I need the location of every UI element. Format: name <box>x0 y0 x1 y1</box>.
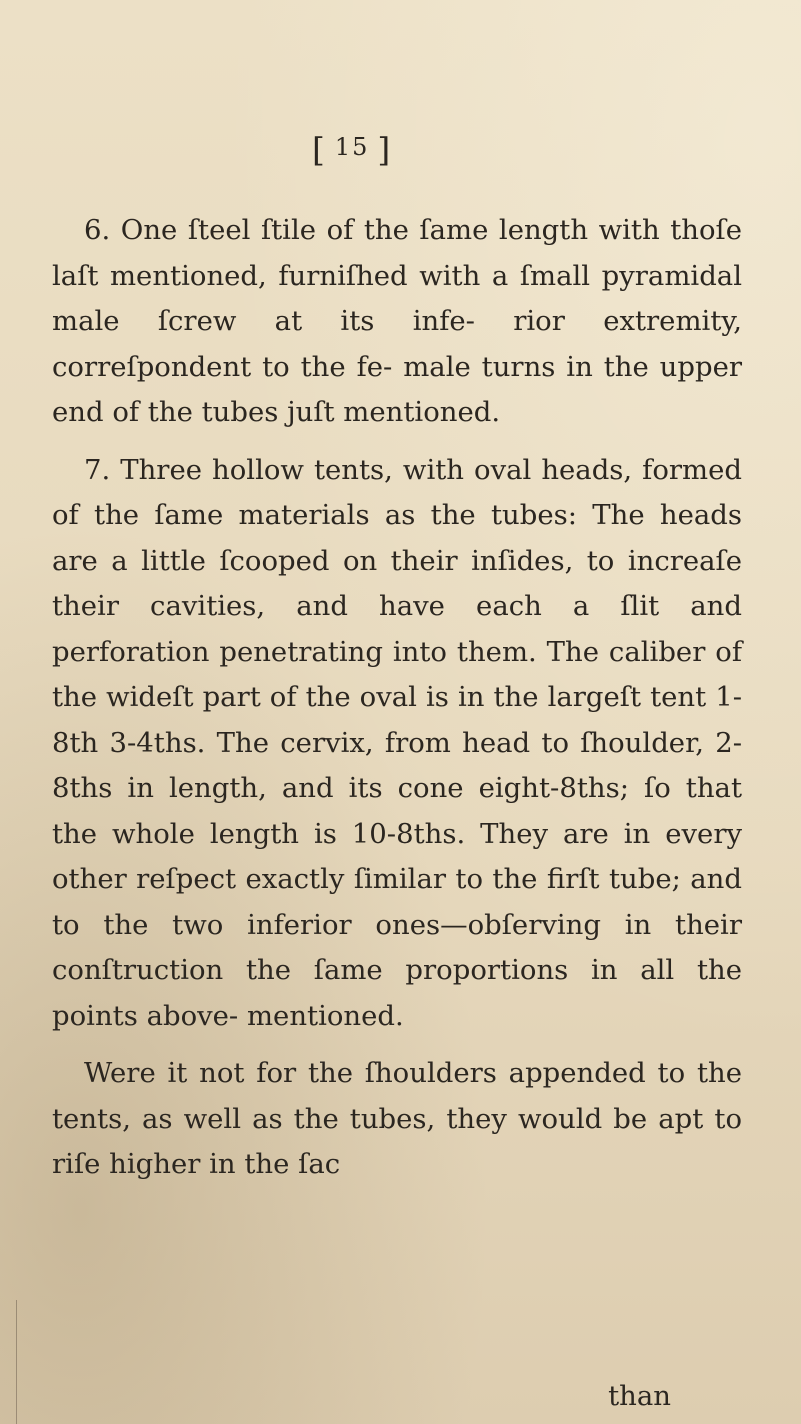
body-text <box>52 208 742 1200</box>
paragraph-6: 6. One ſteel ſtile of the ſame length with thoſe laſt mentioned, furniſhed with a ſmall pyramidal male ſcrew at its infe- rior extremity, correſpondent to the fe- male turns in the upper end of the tubes juſt mentioned. <box>52 214 742 428</box>
paragraph-shoulders: Were it not for the ſhoulders appended to the tents, as well as the tubes, they would be apt to riſe higher in the ſac <box>52 1057 742 1180</box>
margin-line <box>16 1300 17 1424</box>
page-number: [ 15 ] <box>312 130 393 169</box>
catchword: than <box>608 1380 671 1412</box>
page-number-value: 15 <box>334 133 370 161</box>
paragraph-7: 7. Three hollow tents, with oval heads, formed of the ſame materials as the tubes: The heads are a little ſcooped on their inſides, to increaſe their cavities, and have each a ſlit and perforation penetrating into them. The caliber of the wideſt part of the oval is in the largeſt tent 1-8th 3-4ths. The cervix, from head to ſhoulder, 2-8ths in length, and its cone eight-8ths; ſo that the whole length is 10-8ths. They are in every other reſpect exactly ſimilar to the firſt tube; and to the two inferior ones—obſerving in their conſtruction the ſame proportions in all the points above- mentioned. <box>52 453 742 1032</box>
